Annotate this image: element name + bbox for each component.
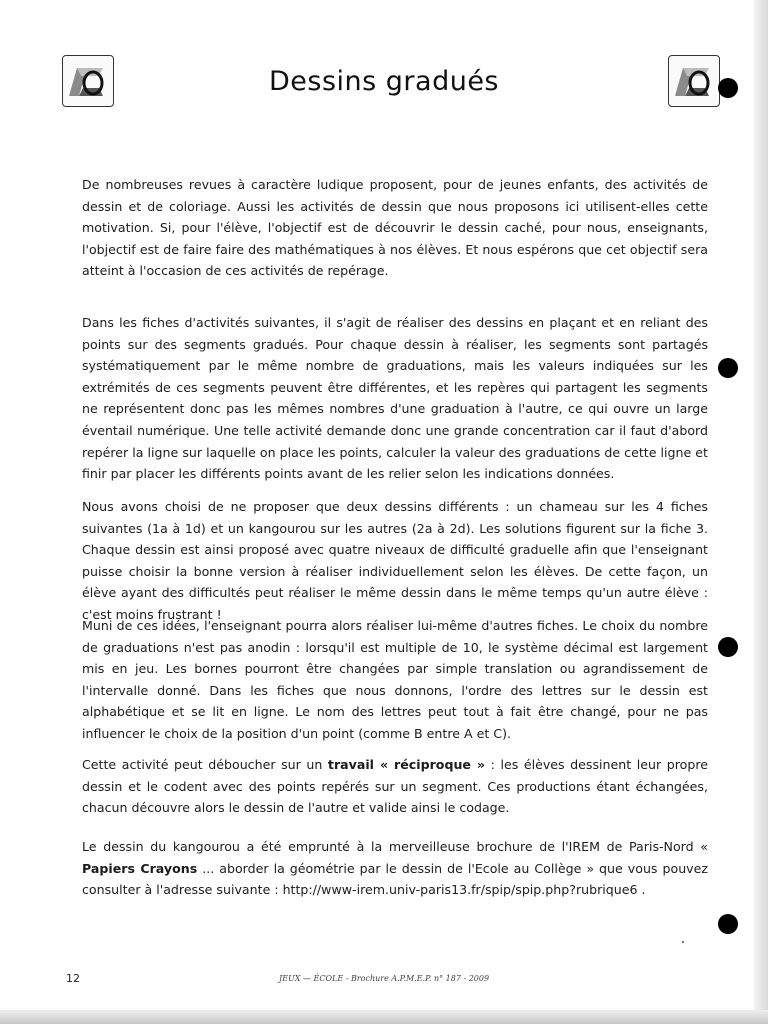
p5-text-after: : les élèves dessinent leur propre dessin et le codent avec des points repérés sur un segment. Ces productions étant échangées, chacun découvre alors le dessin de l'autre et valide ainsi le codage. [82, 757, 708, 816]
binder-hole [718, 914, 738, 934]
p6-text-after: ... aborder la géométrie par le dessin de l'Ecole au Collège » que vous pouvez consulter à l'adresse suivante : http://www-irem.univ-paris13.fr/spip/spip.php?rubrique6 . [82, 860, 708, 898]
paragraph-source-credit [82, 836, 708, 901]
p5-bold-text: travail « réciproque » [327, 757, 486, 772]
page-title: Dessins gradués [268, 66, 499, 97]
paragraph-teacher-ideas-text: Muni de ces idées, l'enseignant pourra alors réaliser lui-même d'autres fiches. Le choix du nombre de graduations n'est pas anodin : lorsqu'il est multiple de 10, le système décimal est largement mis en jeu. Les bornes pourront être changées par simple translation ou agrandissement de l'intervalle donné. Dans les fiches que nous donnons, l'ordre des lettres sur le dessin est alphabétique et se lit en ligne. Le nom des lettres peut tout à fait être changé, pour ne pas influencer le choix de la position d'un point (comme B entre A et C). [82, 618, 708, 741]
scan-speck [682, 941, 684, 943]
p6-text-before: Le dessin du kangourou a été emprunté à la merveilleuse brochure de l'IREM de Paris-Nord « [82, 839, 708, 854]
p5-text-before: Cette activité peut déboucher sur un [82, 757, 328, 772]
binder-hole [718, 358, 738, 378]
paragraph-activity-description: Dans les fiches d'activités suivantes, il s'agit de réaliser des dessins en plaçant et en reliant des points sur des segments gradués. Pour chaque dessin à réaliser, les segments sont partagés systématiquement par le même nombre de graduations, mais les valeurs indiquées sur les extrémités de ces segments peuvent être différentes, et les repères qui partagent les segments ne représentent donc pas les mêmes nombres d'une graduation à l'autre, ce qui ouvre un large éventail numérique. Une telle activité demande donc une grande concentration car il faut d'abord repérer la ligne sur laquelle on place les points, calculer la valeur des graduations de cette ligne et finir par placer les différents points avant de les relier selon les indications données. [82, 315, 708, 482]
p6-bold-text: Papiers Crayons [82, 860, 198, 876]
binder-hole [718, 637, 738, 657]
paragraph-reciprocal-work [82, 754, 708, 819]
paragraph-drawings-choice: Nous avons choisi de ne proposer que deux dessins différents : un chameau sur les 4 fiches suivantes (1a à 1d) et un kangourou sur les autres (2a à 2d). Les solutions figurent sur la fiche 3. Chaque dessin est ainsi proposé avec quatre niveaux de difficulté graduelle afin que l'enseignant puisse choisir la bonne version à réaliser individuellement selon les élèves. De cette façon, un élève ayant des difficultés peut réaliser le même dessin dans le même temps qu'un autre élève : c'est moins frustrant ! [82, 499, 708, 622]
page-edge-shadow [754, 0, 768, 1024]
footer-publication: JEUX — ÉCOLE - Brochure A.P.M.E.P. n° 187 - 2009 [278, 974, 490, 983]
paragraph-teacher-ideas [82, 615, 708, 745]
paragraph-intro: De nombreuses revues à caractère ludique proposent, pour de jeunes enfants, des activités de dessin et de coloriage. Aussi les activités de dessin que nous proposons ici utilisent-elles cette motivation. Si, pour l'élève, l'objectif est de découvrir le dessin caché, pour nous, enseignants, l'objectif est de faire faire des mathématiques à nos élèves. Et nous espérons que cet objectif sera atteint à l'occasion de ces activités de repérage. [82, 177, 708, 279]
page-number: 12 [66, 972, 80, 985]
binder-hole [718, 78, 738, 98]
page-bottom-edge [0, 1010, 768, 1024]
